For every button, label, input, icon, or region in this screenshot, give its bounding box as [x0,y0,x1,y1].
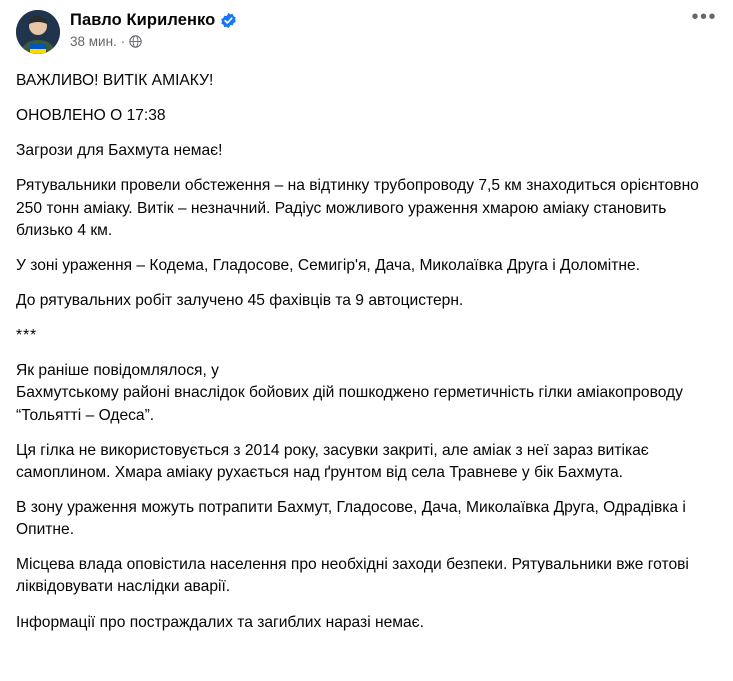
post-paragraph: Як раніше повідомлялося, у [16,362,219,380]
author-name[interactable]: Павло Кириленко [70,11,216,29]
post-timestamp[interactable]: 38 мин. [70,33,117,49]
post-paragraph: Місцева влада оповістила населення про необхідні заходи безпеки. Рятувальники вже готові ліквідовувати наслідки аварії. [16,556,689,596]
profile-photo-icon [16,10,60,54]
verified-badge-icon [220,12,237,29]
header-text [70,6,717,49]
post-paragraph: Загрози для Бахмута немає! [16,142,223,160]
meta-separator: · [120,33,126,49]
post-paragraph: ОНОВЛЕНО О 17:38 [16,107,166,125]
post-paragraph: Ця гілка не використовується з 2014 року, засувки закриті, але аміак з неї зараз витікає самоплином. Хмара аміаку рухається над ґрунтом від села Травневе у бік Бахмута. [16,441,649,481]
post-header [16,8,717,54]
post-paragraph-divider: *** [16,327,38,345]
post-paragraph: У зоні ураження – Кодема, Гладосове, Семигір'я, Дача, Миколаївка Друга і Доломітне. [16,256,640,274]
post-paragraph: Рятувальники провели обстеження – на відтинку трубопроводу 7,5 км знаходиться орієнтовно 250 тонн аміаку. Витік – незначний. Радіус можливого ураження хмарою аміаку становить близько 4 км. [16,177,699,239]
post-paragraph: Інформації про постраждалих та загиблих наразі немає. [16,613,424,631]
globe-icon[interactable] [129,35,142,48]
post-paragraph: В зону ураження можуть потрапити Бахмут, Гладосове, Дача, Миколаївка Друга, Одрадівка і Опитне. [16,498,686,539]
post-body [16,70,717,634]
avatar[interactable] [16,10,60,54]
post-paragraph: До рятувальних робіт залучено 45 фахівців та 9 автоцистерн. [16,291,464,309]
post-meta [70,34,717,49]
post-paragraph: ВАЖЛИВО! ВИТІК АМІАКУ! [16,72,214,89]
post-options-button[interactable]: ••• [691,6,717,28]
name-row [70,6,717,31]
post-paragraph: Бахмутському районі внаслідок бойових дій пошкоджено герметичність гілки аміакопроводу “Тольятті – Одеса”. [16,384,683,424]
